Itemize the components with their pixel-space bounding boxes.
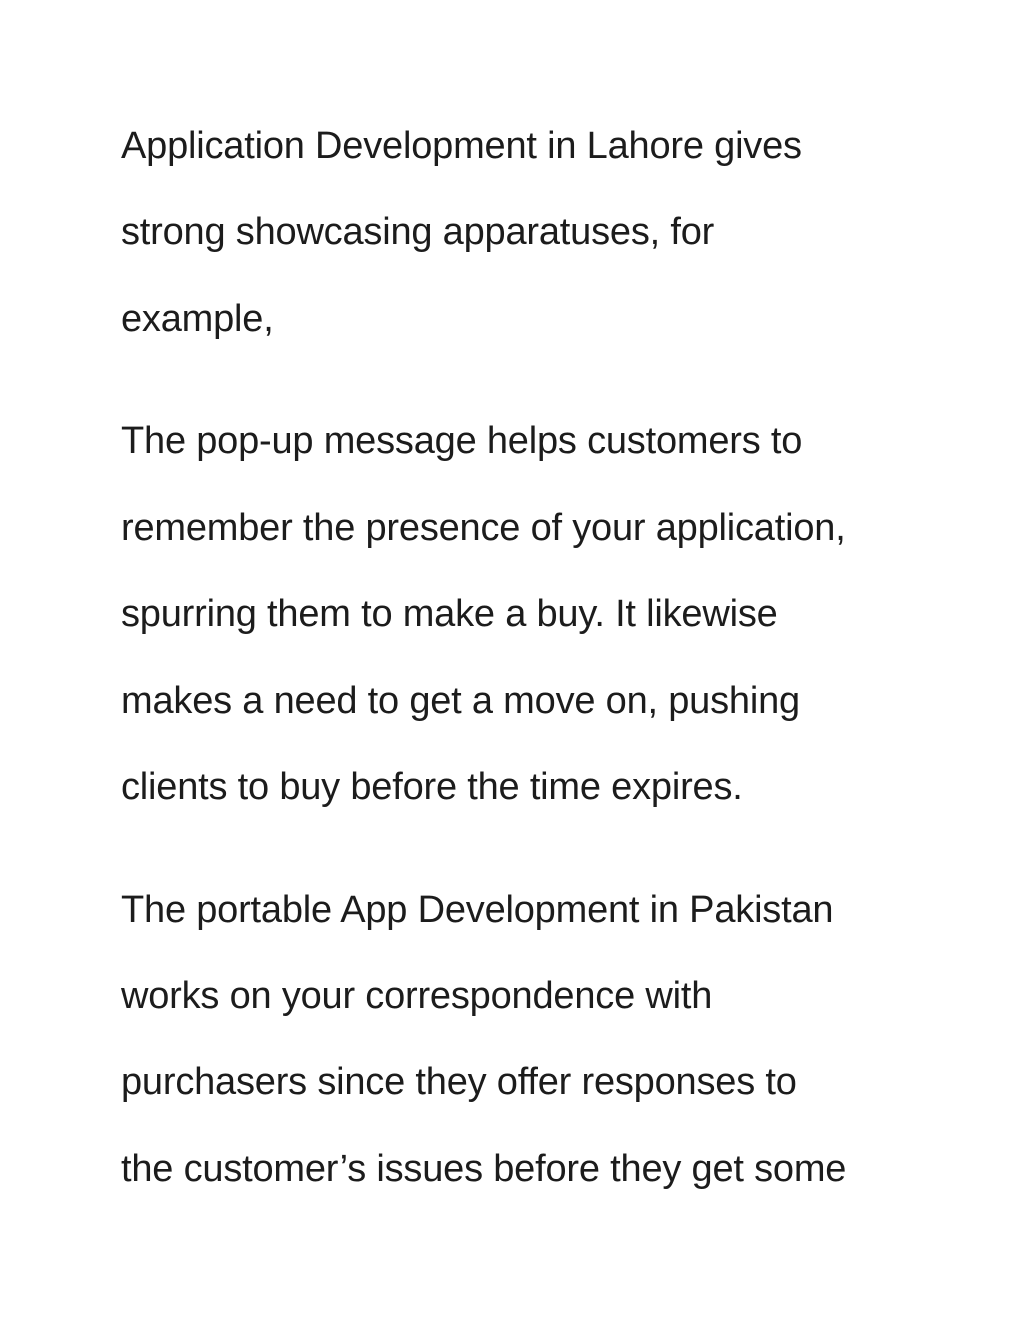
text-line: strong showcasing apparatuses, for [121, 211, 715, 253]
text-line: makes a need to get a move on, pushing [121, 680, 800, 722]
text-line: works on your correspondence with [121, 975, 713, 1017]
text-line: The pop-up message helps customers to [121, 420, 803, 462]
text-line: remember the presence of your application, [121, 507, 846, 549]
text-line: clients to buy before the time expires. [121, 766, 743, 808]
text-line: purchasers since they offer responses to [121, 1061, 797, 1103]
text-line: example, [121, 298, 274, 340]
text-line: Application Development in Lahore gives [121, 125, 802, 167]
text-line: The portable App Development in Pakistan [121, 889, 834, 931]
text-line: the customer’s issues before they get some [121, 1148, 847, 1190]
text-line: spurring them to make a buy. It likewise [121, 593, 778, 635]
